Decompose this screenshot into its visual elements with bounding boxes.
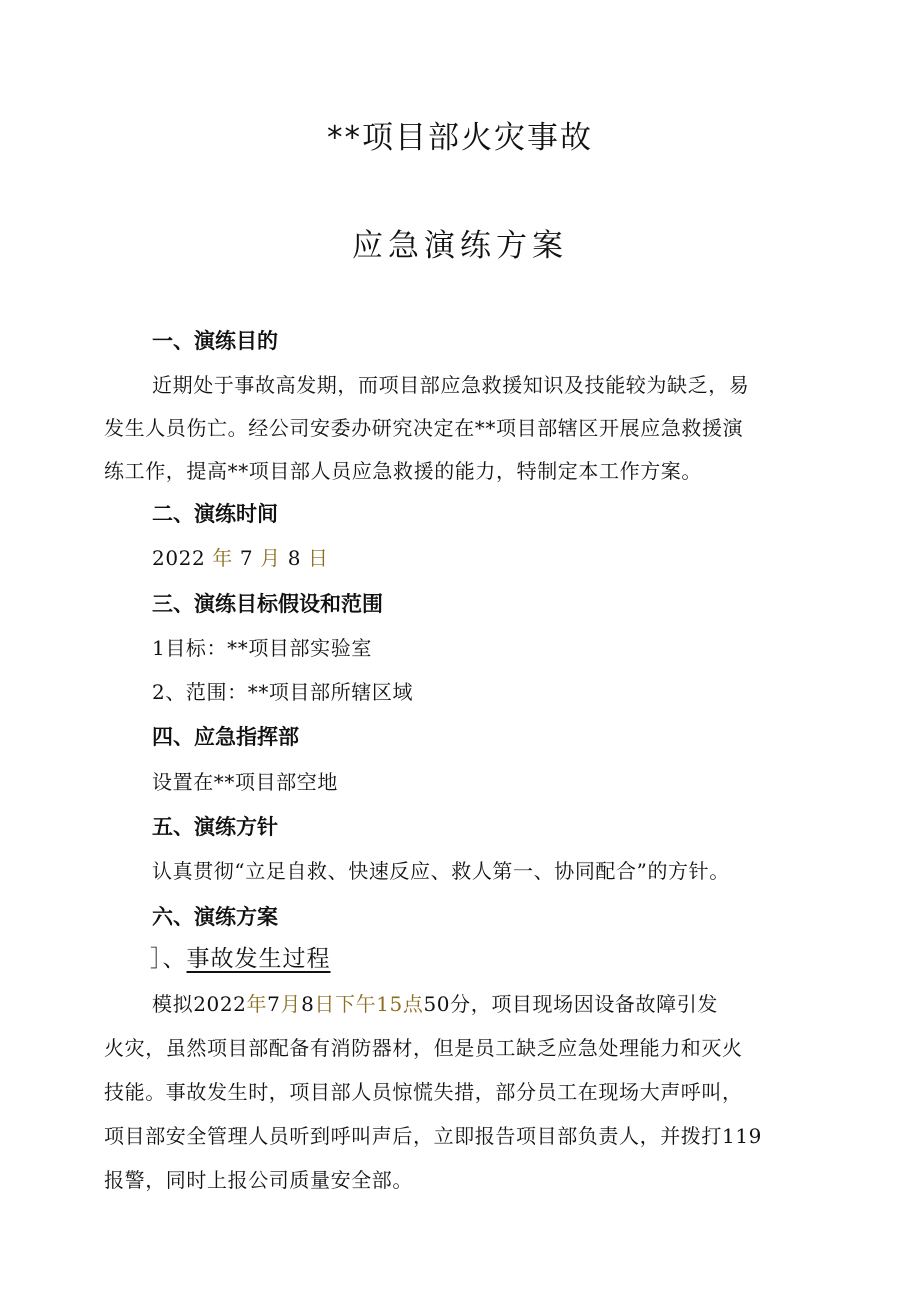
process-hour-unit: 点 — [402, 992, 424, 1016]
date-year-unit: 年 — [212, 546, 233, 570]
date-day-unit: 日 — [308, 546, 329, 570]
section-heading-plan: 六、演练方案 — [152, 905, 278, 929]
process-line-5: 报警，同时上报公司质量安全部。 — [104, 1168, 413, 1192]
drill-date — [152, 542, 329, 571]
section-heading-policy: 五、演练方针 — [152, 815, 278, 839]
process-day: 8 — [301, 992, 315, 1016]
process-minute: 50 — [423, 992, 451, 1016]
process-line-4: 项目部安全管理人员听到呼叫声后，立即报告项目部负责人，并拨打119 — [104, 1124, 762, 1148]
date-month: 7 — [239, 546, 254, 570]
document-title-line1: **项目部火灾事故 — [327, 120, 593, 156]
purpose-line-3: 练工作，提高**项目部人员应急救援的能力，特制定本工作方案。 — [104, 459, 702, 483]
section-heading-time: 二、演练时间 — [152, 502, 278, 526]
policy-text: 认真贯彻“立足自救、快速反应、救人第一、协同配合”的方针。 — [152, 859, 730, 883]
process-text: 模拟 — [152, 992, 194, 1016]
process-text-end: 分，项目现场因设备故障引发 — [450, 992, 718, 1016]
subsection-title: 事故发生过程 — [186, 946, 331, 972]
purpose-line-1: 近期处于事故高发期，而项目部应急救援知识及技能较为缺乏，易 — [152, 373, 750, 397]
subsection-marker: ］、 — [150, 946, 187, 972]
process-year: 2022 — [193, 992, 247, 1016]
command-location: 设置在**项目部空地 — [152, 770, 338, 794]
process-year-unit: 年 — [246, 992, 268, 1016]
process-day-unit: 日下午 — [314, 992, 377, 1016]
date-day: 8 — [287, 546, 302, 570]
section-heading-command: 四、应急指挥部 — [152, 725, 299, 749]
purpose-line-2: 发生人员伤亡。经公司安委办研究决定在**项目部辖区开展应急救援演 — [104, 416, 744, 440]
process-line-2: 火灾，虽然项目部配备有消防器材，但是员工缺乏应急处理能力和灭火 — [104, 1036, 743, 1060]
date-year: 2022 — [152, 546, 206, 570]
process-line-1 — [152, 988, 718, 1017]
process-month: 7 — [267, 992, 281, 1016]
date-month-unit: 月 — [260, 546, 281, 570]
process-hour: 15 — [376, 992, 403, 1016]
document-title-line2: 应急演练方案 — [352, 228, 568, 264]
process-line-3: 技能。事故发生时，项目部人员惊慌失措，部分员工在现场大声呼叫， — [104, 1080, 743, 1104]
drill-target: 1目标：**项目部实验室 — [152, 636, 372, 660]
section-heading-scope: 三、演练目标假设和范围 — [152, 592, 383, 616]
section-heading-purpose: 一、演练目的 — [152, 329, 278, 353]
drill-scope: 2、范围：**项目部所辖区域 — [152, 680, 414, 704]
process-month-unit: 月 — [280, 992, 302, 1016]
subsection-accident-process — [150, 940, 331, 973]
